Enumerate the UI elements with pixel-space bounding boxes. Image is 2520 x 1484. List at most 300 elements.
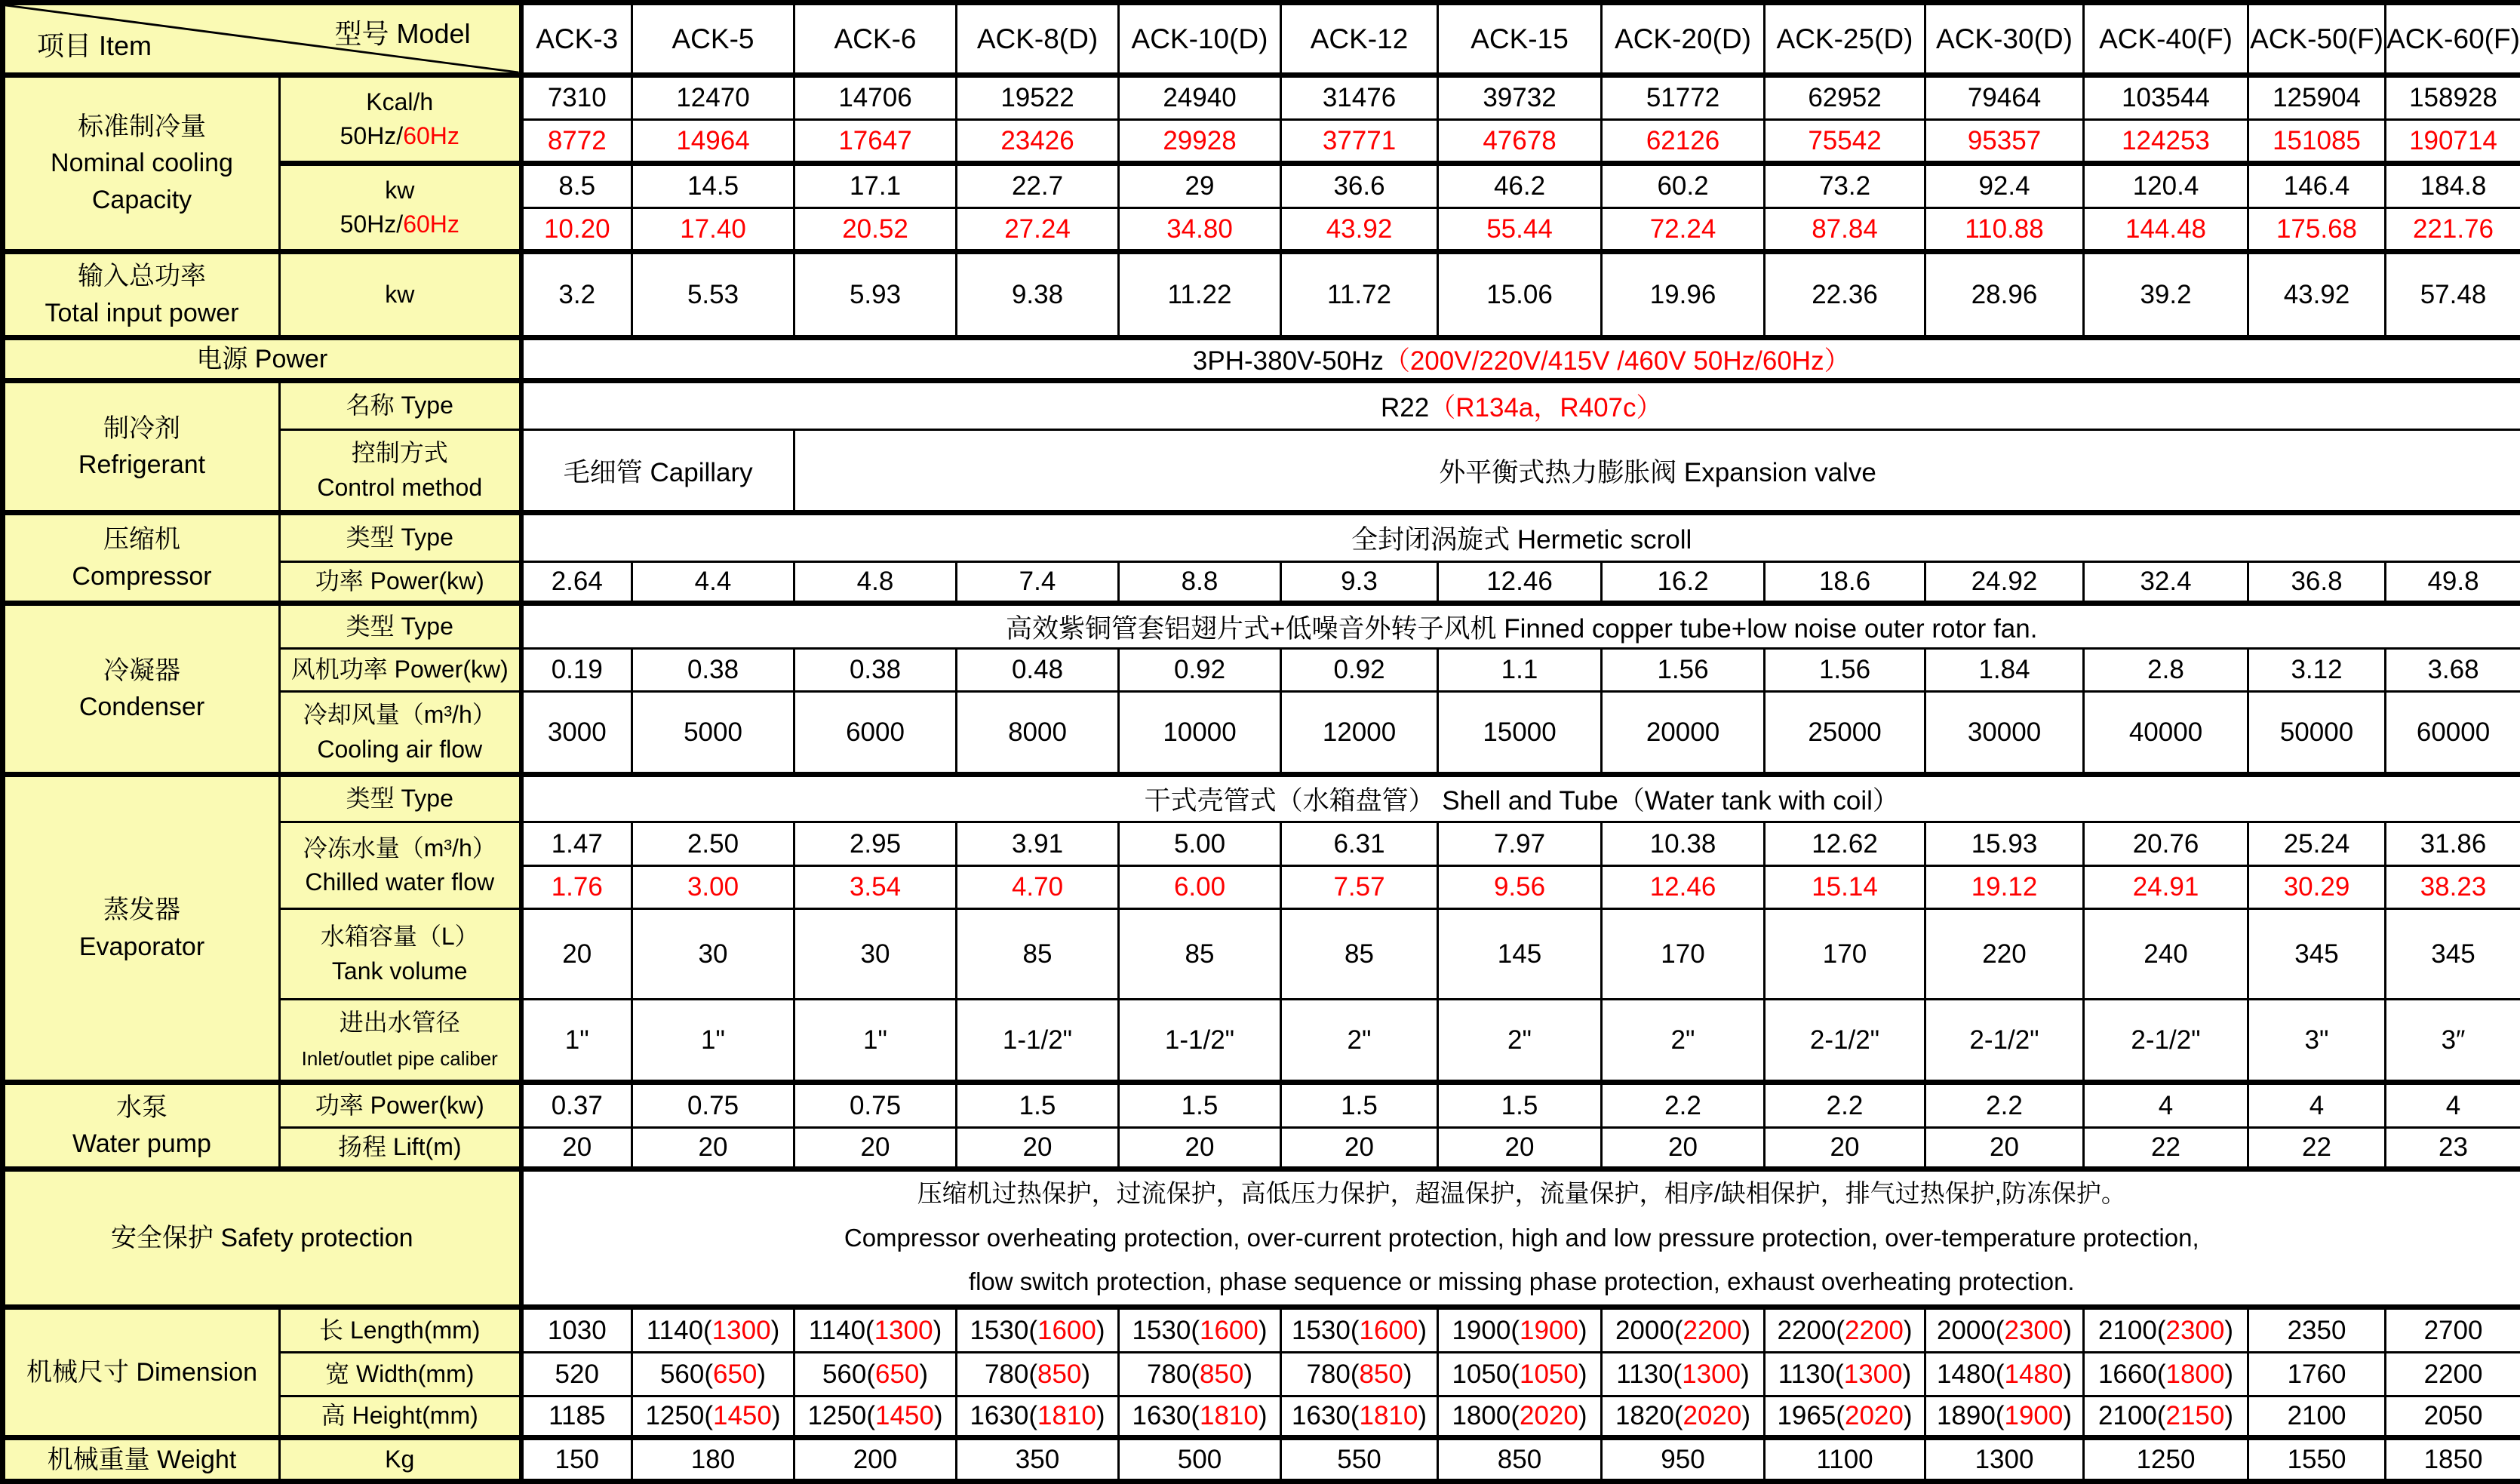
value-cell: 34.80	[1119, 208, 1281, 252]
sub-label-cell: Kg	[280, 1438, 521, 1482]
model-header-ack-30-d-: ACK-30(D)	[1925, 3, 2084, 75]
value-cell: 5.00	[1119, 822, 1281, 866]
value-cell: 85	[1119, 909, 1281, 1000]
sub-label-cell: 扬程 Lift(m)	[280, 1128, 521, 1169]
value-cell: 240	[2084, 909, 2248, 1000]
item-label-cell: 电源 Power	[3, 338, 521, 381]
value-cell: 3.91	[957, 822, 1119, 866]
value-cell: 6.31	[1281, 822, 1438, 866]
value-cell: 5.93	[794, 252, 957, 338]
value-cell: 3.12	[2248, 649, 2386, 692]
sub-label-cell: kw	[280, 252, 521, 338]
sub-label-cell: 类型 Type	[280, 513, 521, 562]
value-cell: 15.06	[1438, 252, 1602, 338]
value-cell: 31.86	[2386, 822, 2520, 866]
value-cell: 12.62	[1765, 822, 1925, 866]
value-cell: 1.76	[521, 866, 632, 909]
value-cell: 3.54	[794, 866, 957, 909]
value-cell: 2000(2200)	[1602, 1307, 1765, 1353]
value-cell: 1760	[2248, 1353, 2386, 1396]
value-cell: 36.8	[2248, 562, 2386, 604]
value-cell: 55.44	[1438, 208, 1602, 252]
sub-label-cell: 长 Length(mm)	[280, 1307, 521, 1353]
value-cell: 1030	[521, 1307, 632, 1353]
sub-label-cell: 控制方式 Control method	[280, 430, 521, 513]
value-cell: 3"	[2248, 1000, 2386, 1083]
value-cell: 550	[1281, 1438, 1438, 1482]
value-cell: 57.48	[2386, 252, 2520, 338]
value-cell: 20000	[1602, 692, 1765, 775]
value-cell: 124253	[2084, 120, 2248, 164]
value-cell: 20	[957, 1128, 1119, 1169]
value-cell: 24940	[1119, 75, 1281, 120]
value-cell: 19.96	[1602, 252, 1765, 338]
value-cell: 8.5	[521, 164, 632, 208]
value-cell: 85	[957, 909, 1119, 1000]
sub-label-cell: 水箱容量（L） Tank volume	[280, 909, 521, 1000]
value-cell: 2-1/2"	[1925, 1000, 2084, 1083]
sub-label-cell: 功率 Power(kw)	[280, 562, 521, 604]
value-cell: 30	[632, 909, 794, 1000]
value-cell: 2200	[2386, 1353, 2520, 1396]
value-cell: 30	[794, 909, 957, 1000]
value-cell: 2100	[2248, 1396, 2386, 1438]
value-cell: 103544	[2084, 75, 2248, 120]
value-cell: 1.5	[1119, 1083, 1281, 1128]
value-cell: 60000	[2386, 692, 2520, 775]
value-cell: 190714	[2386, 120, 2520, 164]
value-cell: 2.64	[521, 562, 632, 604]
value-cell: 10.20	[521, 208, 632, 252]
value-cell: 1660(1800)	[2084, 1353, 2248, 1396]
value-cell: 0.75	[632, 1083, 794, 1128]
item-label-cell: 压缩机 Compressor	[3, 513, 280, 604]
value-cell: 2.2	[1602, 1083, 1765, 1128]
item-label-cell: 蒸发器 Evaporator	[3, 775, 280, 1083]
model-header-ack-3: ACK-3	[521, 3, 632, 75]
value-cell: 29	[1119, 164, 1281, 208]
value-cell: 2.8	[2084, 649, 2248, 692]
value-cell: 6000	[794, 692, 957, 775]
value-cell: 14.5	[632, 164, 794, 208]
value-cell: 95357	[1925, 120, 2084, 164]
model-header-ack-50-f-: ACK-50(F)	[2248, 3, 2386, 75]
value-cell: 3.2	[521, 252, 632, 338]
sub-label-cell: 宽 Width(mm)	[280, 1353, 521, 1396]
value-cell: 12.46	[1438, 562, 1602, 604]
merged-value-cell: 全封闭涡旋式 Hermetic scroll	[521, 513, 2520, 562]
value-cell: 2.50	[632, 822, 794, 866]
value-cell: 23426	[957, 120, 1119, 164]
value-cell: 10000	[1119, 692, 1281, 775]
value-cell: 5000	[632, 692, 794, 775]
value-cell: 20	[1281, 1128, 1438, 1169]
row-evaporator-chilled-water-flow-50hz	[3, 822, 2520, 866]
value-cell: 350	[957, 1438, 1119, 1482]
value-cell: 75542	[1765, 120, 1925, 164]
value-cell: 7310	[521, 75, 632, 120]
value-cell: 1140(1300)	[632, 1307, 794, 1353]
value-cell: 1"	[521, 1000, 632, 1083]
value-cell: 2350	[2248, 1307, 2386, 1353]
value-cell: 22	[2248, 1128, 2386, 1169]
value-cell: 7.4	[957, 562, 1119, 604]
value-cell: 3″	[2386, 1000, 2520, 1083]
value-cell: 8000	[957, 692, 1119, 775]
value-cell: 8772	[521, 120, 632, 164]
value-cell: 20	[1119, 1128, 1281, 1169]
value-cell: 23	[2386, 1128, 2520, 1169]
value-cell: 24.91	[2084, 866, 2248, 909]
value-cell: 3.00	[632, 866, 794, 909]
value-cell: 780(850)	[1119, 1353, 1281, 1396]
sub-label-cell: 功率 Power(kw)	[280, 1083, 521, 1128]
value-cell: 1.5	[957, 1083, 1119, 1128]
value-cell: 39.2	[2084, 252, 2248, 338]
value-cell: 1130(1300)	[1602, 1353, 1765, 1396]
value-cell: 87.84	[1765, 208, 1925, 252]
value-cell: 1100	[1765, 1438, 1925, 1482]
value-cell: 17647	[794, 120, 957, 164]
value-cell: 221.76	[2386, 208, 2520, 252]
value-cell: 20	[1602, 1128, 1765, 1169]
row-compressor-type	[3, 513, 2520, 562]
item-label-cell: 冷凝器 Condenser	[3, 604, 280, 775]
value-cell: 20	[794, 1128, 957, 1169]
value-cell: 120.4	[2084, 164, 2248, 208]
merged-value-cell: 干式壳管式（水箱盘管） Shell and Tube（Water tank with coil）	[521, 775, 2520, 822]
header-row	[3, 3, 2520, 75]
item-label-cell: 输入总功率 Total input power	[3, 252, 280, 338]
value-cell: 60.2	[1602, 164, 1765, 208]
row-evaporator-type	[3, 775, 2520, 822]
value-cell: 3000	[521, 692, 632, 775]
value-cell: 12470	[632, 75, 794, 120]
value-cell: 0.75	[794, 1083, 957, 1128]
value-cell: 1630(1810)	[1281, 1396, 1438, 1438]
value-cell: 15.14	[1765, 866, 1925, 909]
value-cell: 22	[2084, 1128, 2248, 1169]
row-power-supply	[3, 338, 2520, 381]
value-cell: 1050(1050)	[1438, 1353, 1602, 1396]
value-cell: 2.95	[794, 822, 957, 866]
value-cell: 85	[1281, 909, 1438, 1000]
item-label-cell: 安全保护 Safety protection	[3, 1169, 521, 1307]
row-dimension-width	[3, 1353, 2520, 1396]
value-cell: 73.2	[1765, 164, 1925, 208]
sub-label-cell: 名称 Type	[280, 381, 521, 430]
item-label-cell: 机械重量 Weight	[3, 1438, 280, 1482]
value-cell: 850	[1438, 1438, 1602, 1482]
value-cell: 950	[1602, 1438, 1765, 1482]
value-cell: 4.4	[632, 562, 794, 604]
value-cell: 30000	[1925, 692, 2084, 775]
value-cell: 146.4	[2248, 164, 2386, 208]
row-safety-protection	[3, 1169, 2520, 1307]
item-label-cell: 机械尺寸 Dimension	[3, 1307, 280, 1438]
value-cell: 49.8	[2386, 562, 2520, 604]
model-header-ack-25-d-: ACK-25(D)	[1765, 3, 1925, 75]
value-cell: 110.88	[1925, 208, 2084, 252]
value-cell: 62952	[1765, 75, 1925, 120]
value-cell: 150	[521, 1438, 632, 1482]
row-water-pump-lift	[3, 1128, 2520, 1169]
row-condenser-cooling-air-flow	[3, 692, 2520, 775]
model-header-ack-15: ACK-15	[1438, 3, 1602, 75]
row-cooling-capacity-kcal-50hz	[3, 75, 2520, 120]
value-cell: 1.56	[1602, 649, 1765, 692]
value-cell: 151085	[2248, 120, 2386, 164]
value-cell: 1.47	[521, 822, 632, 866]
value-cell: 6.00	[1119, 866, 1281, 909]
value-cell: 19.12	[1925, 866, 2084, 909]
value-cell: 125904	[2248, 75, 2386, 120]
value-cell: 19522	[957, 75, 1119, 120]
value-cell: 2"	[1602, 1000, 1765, 1083]
value-cell: 1530(1600)	[957, 1307, 1119, 1353]
row-water-pump-power	[3, 1083, 2520, 1128]
value-cell: 1530(1600)	[1281, 1307, 1438, 1353]
value-cell: 20	[1438, 1128, 1602, 1169]
value-cell: 1-1/2"	[1119, 1000, 1281, 1083]
sub-label-cell: 类型 Type	[280, 775, 521, 822]
value-cell: 16.2	[1602, 562, 1765, 604]
value-cell: 1-1/2"	[957, 1000, 1119, 1083]
value-cell: 51772	[1602, 75, 1765, 120]
model-header-ack-20-d-: ACK-20(D)	[1602, 3, 1765, 75]
value-cell: 17.1	[794, 164, 957, 208]
value-cell: 200	[794, 1438, 957, 1482]
value-cell: 12.46	[1602, 866, 1765, 909]
value-cell: 7.97	[1438, 822, 1602, 866]
value-cell: 31476	[1281, 75, 1438, 120]
value-cell: 2050	[2386, 1396, 2520, 1438]
value-cell: 1.1	[1438, 649, 1602, 692]
value-cell: 180	[632, 1438, 794, 1482]
value-cell: 1"	[794, 1000, 957, 1083]
item-label-cell: 水泵 Water pump	[3, 1083, 280, 1169]
value-cell: 0.38	[632, 649, 794, 692]
value-cell: 8.8	[1119, 562, 1281, 604]
value-cell: 2-1/2"	[2084, 1000, 2248, 1083]
value-cell: 20	[521, 1128, 632, 1169]
value-cell: 4	[2084, 1083, 2248, 1128]
value-cell: 22.36	[1765, 252, 1925, 338]
value-cell: 1.5	[1281, 1083, 1438, 1128]
value-cell: 32.4	[2084, 562, 2248, 604]
value-cell: 1250(1450)	[632, 1396, 794, 1438]
value-cell: 520	[521, 1353, 632, 1396]
row-evaporator-tank-volume	[3, 909, 2520, 1000]
model-header-ack-6: ACK-6	[794, 3, 957, 75]
sub-label-cell: kw 50Hz/60Hz	[280, 164, 521, 252]
value-cell: 1550	[2248, 1438, 2386, 1482]
value-cell: 50000	[2248, 692, 2386, 775]
sub-label-cell: 高 Height(mm)	[280, 1396, 521, 1438]
diagonal-header-cell	[3, 3, 521, 75]
value-cell: 79464	[1925, 75, 2084, 120]
merged-value-cell: 高效紫铜管套铝翅片式+低噪音外转子风机 Finned copper tube+low noise outer rotor fan.	[521, 604, 2520, 649]
value-cell: 43.92	[2248, 252, 2386, 338]
value-cell: 46.2	[1438, 164, 1602, 208]
value-cell: 560(650)	[632, 1353, 794, 1396]
sub-label-cell: 类型 Type	[280, 604, 521, 649]
value-cell: 10.38	[1602, 822, 1765, 866]
value-cell: 25000	[1765, 692, 1925, 775]
value-cell: 2100(2300)	[2084, 1307, 2248, 1353]
sub-label-cell: 进出水管径 Inlet/outlet pipe caliber	[280, 1000, 521, 1083]
value-cell: 39732	[1438, 75, 1602, 120]
value-cell: 1820(2020)	[1602, 1396, 1765, 1438]
value-cell: 1480(1480)	[1925, 1353, 2084, 1396]
value-cell: 17.40	[632, 208, 794, 252]
merged-value-cell: R22（R134a，R407c）	[521, 381, 2520, 430]
value-cell: 1300	[1925, 1438, 2084, 1482]
value-cell: 145	[1438, 909, 1602, 1000]
model-header-ack-8-d-: ACK-8(D)	[957, 3, 1119, 75]
value-cell: 170	[1765, 909, 1925, 1000]
item-label-cell: 制冷剂 Refrigerant	[3, 381, 280, 513]
value-cell: 30.29	[2248, 866, 2386, 909]
value-cell: 2-1/2"	[1765, 1000, 1925, 1083]
item-header-label: 项目 Item	[37, 25, 152, 63]
value-cell: 24.92	[1925, 562, 2084, 604]
model-header-ack-10-d-: ACK-10(D)	[1119, 3, 1281, 75]
value-cell: 184.8	[2386, 164, 2520, 208]
value-cell: 20.76	[2084, 822, 2248, 866]
row-cooling-capacity-kw-50hz	[3, 164, 2520, 208]
value-cell: 4	[2386, 1083, 2520, 1128]
value-cell: 1140(1300)	[794, 1307, 957, 1353]
value-cell: 2"	[1438, 1000, 1602, 1083]
merged-value-cell: 毛细管 Capillary	[521, 430, 794, 513]
item-label-cell: 标准制冷量 Nominal cooling Capacity	[3, 75, 280, 252]
value-cell: 20.52	[794, 208, 957, 252]
value-cell: 2"	[1281, 1000, 1438, 1083]
value-cell: 345	[2386, 909, 2520, 1000]
value-cell: 62126	[1602, 120, 1765, 164]
value-cell: 1530(1600)	[1119, 1307, 1281, 1353]
value-cell: 1.5	[1438, 1083, 1602, 1128]
sub-label-cell: Kcal/h 50Hz/60Hz	[280, 75, 521, 164]
value-cell: 20	[1925, 1128, 2084, 1169]
row-condenser-type	[3, 604, 2520, 649]
value-cell: 4.70	[957, 866, 1119, 909]
value-cell: 1.56	[1765, 649, 1925, 692]
value-cell: 72.24	[1602, 208, 1765, 252]
value-cell: 1250(1450)	[794, 1396, 957, 1438]
row-total-input-power	[3, 252, 2520, 338]
value-cell: 4	[2248, 1083, 2386, 1128]
value-cell: 1890(1900)	[1925, 1396, 2084, 1438]
model-header-ack-40-f-: ACK-40(F)	[2084, 3, 2248, 75]
value-cell: 14706	[794, 75, 957, 120]
value-cell: 1630(1810)	[957, 1396, 1119, 1438]
value-cell: 170	[1602, 909, 1765, 1000]
row-weight	[3, 1438, 2520, 1482]
merged-value-cell: 3PH-380V-50Hz（200V/220V/415V /460V 50Hz/60Hz）	[521, 338, 2520, 381]
value-cell: 0.37	[521, 1083, 632, 1128]
value-cell: 1850	[2386, 1438, 2520, 1482]
value-cell: 28.96	[1925, 252, 2084, 338]
value-cell: 5.53	[632, 252, 794, 338]
value-cell: 1965(2020)	[1765, 1396, 1925, 1438]
value-cell: 14964	[632, 120, 794, 164]
value-cell: 15000	[1438, 692, 1602, 775]
value-cell: 11.72	[1281, 252, 1438, 338]
value-cell: 0.48	[957, 649, 1119, 692]
value-cell: 1"	[632, 1000, 794, 1083]
sub-label-cell: 冷冻水量（m³/h） Chilled water flow	[280, 822, 521, 909]
value-cell: 4.8	[794, 562, 957, 604]
value-cell: 1185	[521, 1396, 632, 1438]
value-cell: 9.3	[1281, 562, 1438, 604]
value-cell: 2100(2150)	[2084, 1396, 2248, 1438]
value-cell: 1630(1810)	[1119, 1396, 1281, 1438]
sub-label-cell: 风机功率 Power(kw)	[280, 649, 521, 692]
value-cell: 3.68	[2386, 649, 2520, 692]
sub-label-cell: 冷却风量（m³/h） Cooling air flow	[280, 692, 521, 775]
value-cell: 2.2	[1925, 1083, 2084, 1128]
model-header-label: 型号 Model	[334, 13, 470, 51]
row-evaporator-pipe-caliber	[3, 1000, 2520, 1083]
value-cell: 345	[2248, 909, 2386, 1000]
model-header-ack-5: ACK-5	[632, 3, 794, 75]
value-cell: 18.6	[1765, 562, 1925, 604]
value-cell: 2.2	[1765, 1083, 1925, 1128]
safety-text-cell: 压缩机过热保护，过流保护，高低压力保护，超温保护，流量保护，相序/缺相保护，排气过热保护,防冻保护。 Compressor overheating protection, over-current protection, high and low pressure protection, over-temperature protection, flow switch protection, phase sequence or missing phase protection, exhaust overheating protection.	[521, 1169, 2520, 1307]
value-cell: 0.38	[794, 649, 957, 692]
value-cell: 175.68	[2248, 208, 2386, 252]
value-cell: 22.7	[957, 164, 1119, 208]
value-cell: 2000(2300)	[1925, 1307, 2084, 1353]
value-cell: 20	[632, 1128, 794, 1169]
value-cell: 560(650)	[794, 1353, 957, 1396]
value-cell: 11.22	[1119, 252, 1281, 338]
value-cell: 1.84	[1925, 649, 2084, 692]
row-dimension-height	[3, 1396, 2520, 1438]
value-cell: 47678	[1438, 120, 1602, 164]
value-cell: 780(850)	[957, 1353, 1119, 1396]
value-cell: 40000	[2084, 692, 2248, 775]
value-cell: 158928	[2386, 75, 2520, 120]
value-cell: 20	[1765, 1128, 1925, 1169]
row-dimension-length	[3, 1307, 2520, 1353]
value-cell: 15.93	[1925, 822, 2084, 866]
row-condenser-fan-power	[3, 649, 2520, 692]
value-cell: 1800(2020)	[1438, 1396, 1602, 1438]
value-cell: 220	[1925, 909, 2084, 1000]
value-cell: 2700	[2386, 1307, 2520, 1353]
value-cell: 92.4	[1925, 164, 2084, 208]
value-cell: 25.24	[2248, 822, 2386, 866]
value-cell: 9.38	[957, 252, 1119, 338]
row-refrigerant-type	[3, 381, 2520, 430]
value-cell: 29928	[1119, 120, 1281, 164]
value-cell: 12000	[1281, 692, 1438, 775]
value-cell: 144.48	[2084, 208, 2248, 252]
value-cell: 9.56	[1438, 866, 1602, 909]
value-cell: 1900(1900)	[1438, 1307, 1602, 1353]
value-cell: 500	[1119, 1438, 1281, 1482]
value-cell: 43.92	[1281, 208, 1438, 252]
value-cell: 20	[521, 909, 632, 1000]
value-cell: 1250	[2084, 1438, 2248, 1482]
value-cell: 0.92	[1119, 649, 1281, 692]
value-cell: 780(850)	[1281, 1353, 1438, 1396]
model-header-ack-60-f-: ACK-60(F)	[2386, 3, 2520, 75]
row-compressor-power	[3, 562, 2520, 604]
